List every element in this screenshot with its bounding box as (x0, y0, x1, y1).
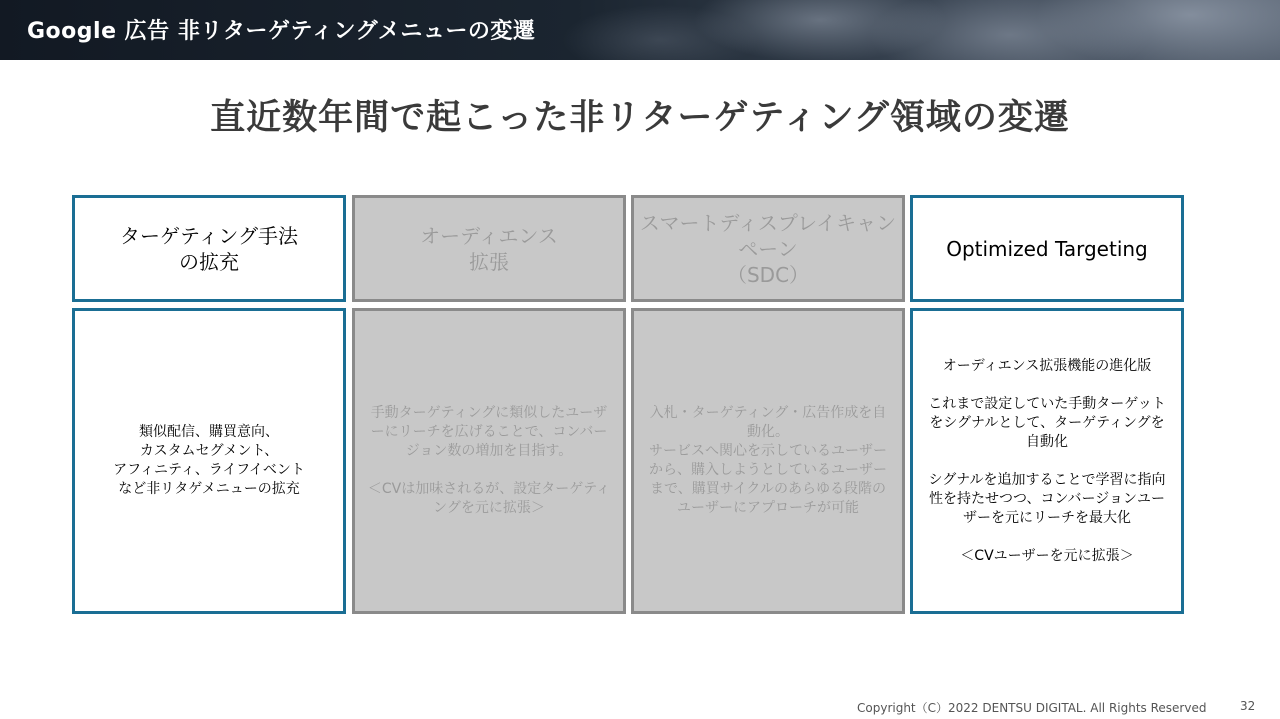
copyright-text: Copyright（C）2022 DENTSU DIGITAL. All Rights Reserved (857, 701, 1207, 715)
header-banner (0, 0, 1280, 60)
page-title: 直近数年間で起こった非リターゲティング領域の変遷 (210, 98, 1070, 138)
column-body-audience-expansion (352, 308, 626, 614)
column-title-targeting-methods: ターゲティング手法 の拡充 (72, 195, 346, 302)
column-body-text: 類似配信、購買意向、 カスタムセグメント、 アフィニティ、ライフイベント など非リタゲメニューの拡充 (113, 424, 305, 497)
banner-title: Google 広告 非リターゲティングメニューの変遷 (27, 19, 536, 44)
column-body-smart-display-campaign (631, 308, 905, 614)
column-body-targeting-methods (72, 308, 346, 614)
column-title-smart-display-campaign: スマートディスプレイキャンペーン （SDC） (631, 195, 905, 302)
column-title-audience-expansion: オーディエンス 拡張 (352, 195, 626, 302)
column-body-text: オーディエンス拡張機能の進化版 これまで設定していた手動ターゲットをシグナルとして、ターゲティングを自動化 シグナルを追加することで学習に指向性を持たせつつ、コンバージョンユーザーを元にリーチを最大化 ＜CVユーザーを元に拡張＞ (928, 357, 1166, 564)
page-number: 32 (1240, 699, 1256, 713)
column-body-text: 手動ターゲティングに類似したユーザーにリーチを広げることで、コンバージョン数の増加を目指す。 ＜CVは加味されるが、設定ターゲティングを元に拡張＞ (367, 405, 611, 516)
column-body-optimized-targeting (910, 308, 1184, 614)
column-body-text: 入札・ターゲティング・広告作成を自動化。 サービスへ関心を示しているユーザーから、購入しようとしているユーザーまで、購買サイクルのあらゆる段階のユーザーにアプローチが可能 (649, 405, 887, 516)
column-title-optimized-targeting: Optimized Targeting (910, 195, 1184, 302)
